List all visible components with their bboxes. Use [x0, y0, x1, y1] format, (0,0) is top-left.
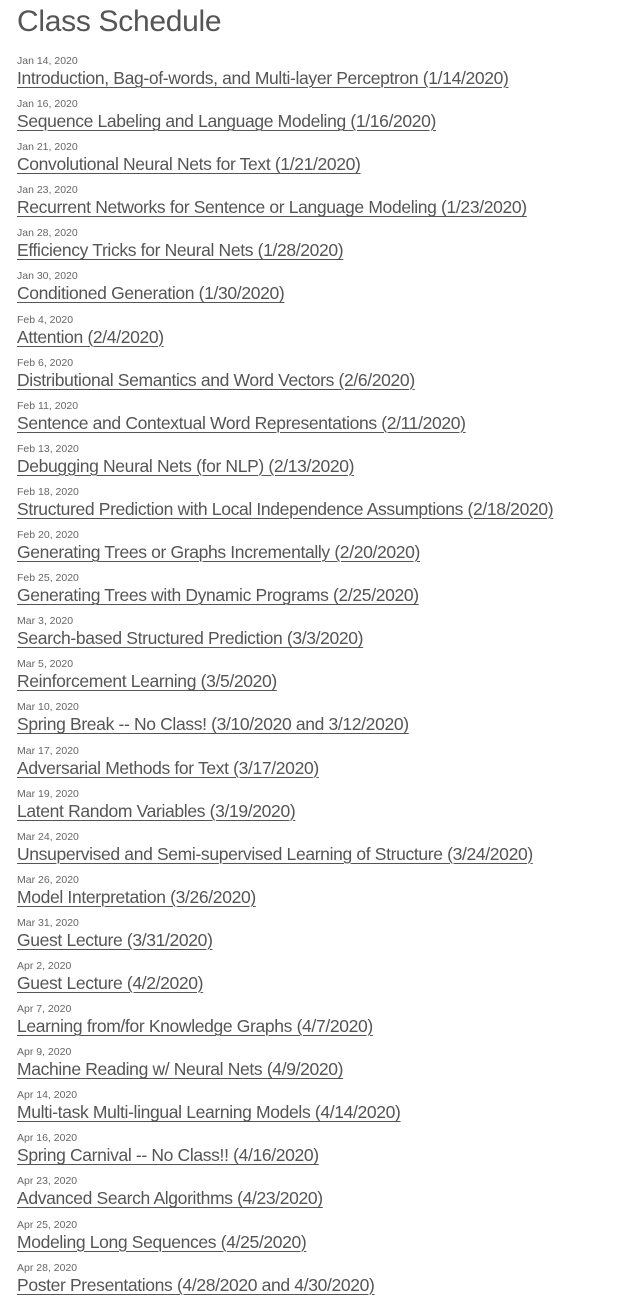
lecture-date: Apr 25, 2020: [17, 1218, 78, 1231]
schedule-entry: [17, 529, 640, 572]
lecture-link[interactable]: Guest Lecture (3/31/2020): [17, 929, 213, 950]
lecture-link[interactable]: Generating Trees with Dynamic Programs (2/25/2020): [17, 585, 419, 606]
page-title: Class Schedule: [17, 5, 222, 38]
schedule-entry: [17, 357, 640, 400]
lecture-link[interactable]: Unsupervised and Semi-supervised Learning of Structure (3/24/2020): [17, 843, 533, 864]
schedule-entry: [17, 831, 640, 874]
lecture-link[interactable]: Conditioned Generation (1/30/2020): [17, 283, 285, 304]
lecture-link[interactable]: Model Interpretation (3/26/2020): [17, 886, 256, 907]
schedule-entry: [17, 572, 640, 615]
schedule-entry: [17, 960, 640, 1003]
lecture-date: Apr 14, 2020: [17, 1089, 78, 1102]
lecture-date: Jan 21, 2020: [17, 141, 78, 154]
schedule-entry: [17, 1175, 640, 1218]
schedule-entry: [17, 874, 640, 917]
schedule-entry: [17, 1262, 640, 1305]
lecture-link[interactable]: Introduction, Bag-of-words, and Multi-layer Perceptron (1/14/2020): [17, 68, 509, 88]
lecture-date: Apr 7, 2020: [17, 1003, 72, 1016]
lecture-date: Jan 28, 2020: [17, 227, 78, 240]
schedule-entry: [17, 314, 640, 357]
lecture-link[interactable]: Modeling Long Sequences (4/25/2020): [17, 1231, 307, 1252]
lecture-link[interactable]: Guest Lecture (4/2/2020): [17, 972, 204, 993]
lecture-date: Apr 2, 2020: [17, 959, 72, 972]
lecture-link[interactable]: Reinforcement Learning (3/5/2020): [17, 671, 277, 692]
lecture-link[interactable]: Generating Trees or Graphs Incrementally (2/20/2020): [17, 542, 420, 563]
schedule-entry: [17, 270, 640, 313]
schedule-entry: [17, 227, 640, 270]
lecture-link[interactable]: Sentence and Contextual Word Representations (2/11/2020): [17, 412, 466, 433]
lecture-link[interactable]: Multi-task Multi-lingual Learning Models (4/14/2020): [17, 1102, 401, 1123]
lecture-date: Mar 31, 2020: [17, 916, 79, 929]
lecture-date: Apr 23, 2020: [17, 1175, 78, 1188]
schedule-entry: [17, 443, 640, 486]
lecture-date: Mar 19, 2020: [17, 787, 79, 800]
lecture-link[interactable]: Adversarial Methods for Text (3/17/2020): [17, 757, 319, 778]
schedule-entry: [17, 788, 640, 831]
lecture-date: Feb 20, 2020: [17, 529, 79, 542]
schedule-entry: [17, 98, 640, 141]
lecture-link[interactable]: Convolutional Neural Nets for Text (1/21/2020): [17, 154, 361, 175]
lecture-date: Feb 13, 2020: [17, 442, 79, 455]
lecture-date: Feb 11, 2020: [17, 399, 79, 412]
schedule-entry: [17, 615, 640, 658]
lecture-date: Jan 16, 2020: [17, 98, 78, 111]
schedule-entry: [17, 1219, 640, 1262]
lecture-link[interactable]: Spring Break -- No Class! (3/10/2020 and 3/12/2020): [17, 714, 409, 735]
lecture-date: Feb 4, 2020: [17, 313, 74, 326]
lecture-link[interactable]: Spring Carnival -- No Class!! (4/16/2020): [17, 1145, 319, 1166]
lecture-date: Feb 25, 2020: [17, 572, 79, 585]
schedule-entry: [17, 745, 640, 788]
lecture-date: Apr 28, 2020: [17, 1261, 78, 1274]
lecture-date: Mar 3, 2020: [17, 615, 74, 628]
schedule-entry: [17, 658, 640, 701]
lecture-date: Jan 23, 2020: [17, 184, 78, 197]
lecture-date: Apr 9, 2020: [17, 1046, 72, 1059]
schedule-list: [17, 55, 640, 1305]
schedule-entry: [17, 1132, 640, 1175]
schedule-entry: [17, 917, 640, 960]
lecture-link[interactable]: Learning from/for Knowledge Graphs (4/7/2020): [17, 1016, 373, 1037]
schedule-entry: [17, 1089, 640, 1132]
lecture-link[interactable]: Poster Presentations (4/28/2020 and 4/30/2020): [17, 1274, 375, 1295]
lecture-date: Jan 30, 2020: [17, 270, 78, 283]
schedule-entry: [17, 184, 640, 227]
lecture-link[interactable]: Efficiency Tricks for Neural Nets (1/28/2020): [17, 240, 344, 261]
schedule-entry: [17, 1003, 640, 1046]
lecture-date: Mar 24, 2020: [17, 830, 79, 843]
lecture-link[interactable]: Attention (2/4/2020): [17, 326, 164, 347]
schedule-entry: [17, 400, 640, 443]
lecture-link[interactable]: Debugging Neural Nets (for NLP) (2/13/2020): [17, 455, 355, 476]
lecture-link[interactable]: Structured Prediction with Local Independence Assumptions (2/18/2020): [17, 498, 554, 519]
lecture-date: Feb 6, 2020: [17, 356, 74, 369]
lecture-date: Jan 14, 2020: [17, 55, 78, 67]
lecture-date: Apr 16, 2020: [17, 1132, 78, 1145]
lecture-link[interactable]: Sequence Labeling and Language Modeling (1/16/2020): [17, 111, 437, 132]
lecture-date: Mar 5, 2020: [17, 658, 74, 671]
lecture-date: Mar 26, 2020: [17, 873, 79, 886]
schedule-entry: [17, 486, 640, 529]
schedule-entry: [17, 141, 640, 184]
lecture-link[interactable]: Distributional Semantics and Word Vectors (2/6/2020): [17, 369, 415, 390]
lecture-date: Mar 10, 2020: [17, 701, 79, 714]
schedule-entry: [17, 701, 640, 744]
lecture-link[interactable]: Recurrent Networks for Sentence or Language Modeling (1/23/2020): [17, 197, 527, 218]
schedule-entry: [17, 55, 640, 98]
lecture-date: Mar 17, 2020: [17, 744, 79, 757]
lecture-link[interactable]: Machine Reading w/ Neural Nets (4/9/2020): [17, 1059, 344, 1080]
lecture-link[interactable]: Latent Random Variables (3/19/2020): [17, 800, 296, 821]
lecture-link[interactable]: Search-based Structured Prediction (3/3/2020): [17, 628, 364, 649]
lecture-link[interactable]: Advanced Search Algorithms (4/23/2020): [17, 1188, 323, 1209]
schedule-entry: [17, 1046, 640, 1089]
lecture-date: Feb 18, 2020: [17, 485, 79, 498]
